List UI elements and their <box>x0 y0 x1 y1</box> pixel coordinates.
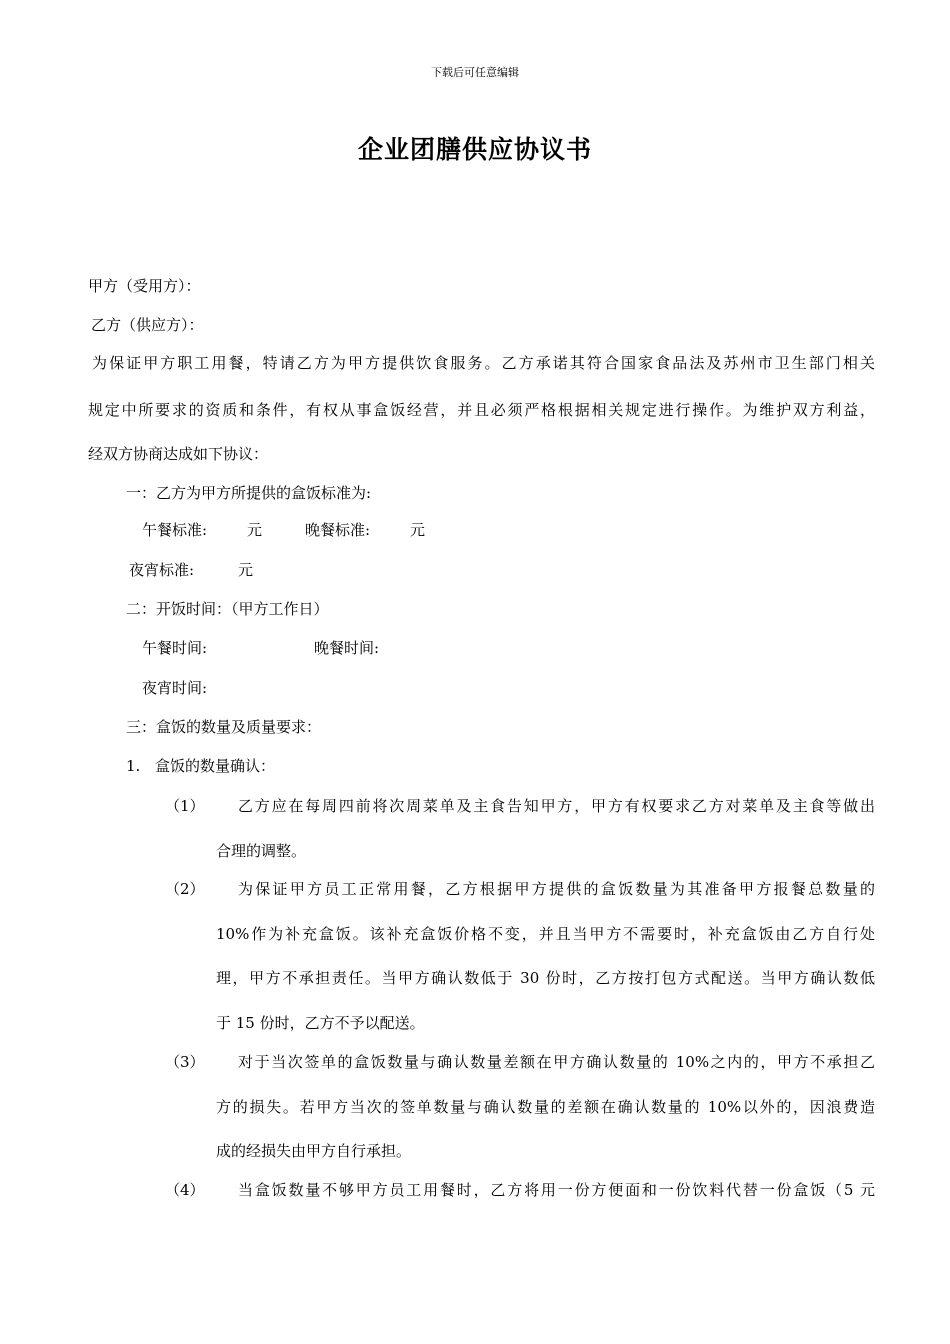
dinner-time-label: 晚餐时间: <box>314 639 380 657</box>
document-title: 企业团膳供应协议书 <box>357 135 592 164</box>
clause-1-line-2: 合理的调整。 <box>216 842 307 860</box>
clause-number: （1） <box>165 797 205 815</box>
clause-2-line-3: 理，甲方不承担责任。当甲方确认数低于 30 份时，乙方按打包方式配送。当甲方确认数低 <box>216 969 875 987</box>
clause-3-line-1: 对于当次签单的盒饭数量与确认数量差额在甲方确认数量的 10%之内的，甲方不承担乙 <box>238 1053 875 1071</box>
section-1-heading: 一：乙方为甲方所提供的盒饭标准为: <box>126 484 372 502</box>
section-3-heading: 三：盒饭的数量及质量要求： <box>126 718 322 736</box>
lunch-standard-label: 午餐标准: <box>142 521 208 539</box>
item-1-number: 1. <box>126 757 141 775</box>
intro-line-2: 规定中所要求的资质和条件，有权从事盒饭经营，并且必须严格根据相关规定进行操作。为维护双方利益， <box>88 401 875 419</box>
clause-4-line-1: 当盒饭数量不够甲方员工用餐时，乙方将用一份方便面和一份饮料代替一份盒饭（5 元 <box>238 1181 875 1199</box>
item-1-text: 盒饭的数量确认： <box>155 757 276 775</box>
clause-2-line-1: 为保证甲方员工正常用餐，乙方根据甲方提供的盒饭数量为其准备甲方报餐总数量的 <box>238 880 875 898</box>
clause-3-line-3: 成的经损失由甲方自行承担。 <box>216 1142 412 1160</box>
clause-2-line-2: 10%作为补充盒饭。该补充盒饭价格不变，并且当甲方不需要时，补充盒饭由乙方自行处 <box>216 925 875 943</box>
supper-standard-unit: 元 <box>238 561 254 579</box>
intro-line-1: 为保证甲方职工用餐，特请乙方为甲方提供饮食服务。乙方承诺其符合国家食品法及苏州市卫生部门相关 <box>92 354 875 372</box>
clause-2-line-4: 于 15 份时，乙方不予以配送。 <box>216 1014 425 1032</box>
clause-number: （2） <box>165 880 205 898</box>
clause-1-line-1: 乙方应在每周四前将次周菜单及主食告知甲方，甲方有权要求乙方对菜单及主食等做出 <box>238 797 875 815</box>
clause-number: （3） <box>165 1053 205 1071</box>
party-a-label: 甲方（受用方）： <box>88 277 201 295</box>
supper-standard-label: 夜宵标准: <box>129 561 195 579</box>
clause-number: （4） <box>165 1181 205 1199</box>
intro-line-3: 经双方协商达成如下协议： <box>88 445 269 463</box>
dinner-standard-unit: 元 <box>410 521 426 539</box>
party-b-label: 乙方（供应方）： <box>91 316 204 334</box>
lunch-standard-unit: 元 <box>247 521 263 539</box>
dinner-standard-label: 晚餐标准: <box>305 521 371 539</box>
clause-3-line-2: 方的损失。若甲方当次的签单数量与确认数量的差额在确认数量的 10%以外的，因浪费造 <box>216 1098 875 1116</box>
supper-time-label: 夜宵时间: <box>142 679 208 697</box>
section-2-heading: 二：开饭时间：（甲方工作日） <box>126 600 329 618</box>
lunch-time-label: 午餐时间: <box>142 639 208 657</box>
page-header-note: 下载后可任意编辑 <box>431 66 519 79</box>
